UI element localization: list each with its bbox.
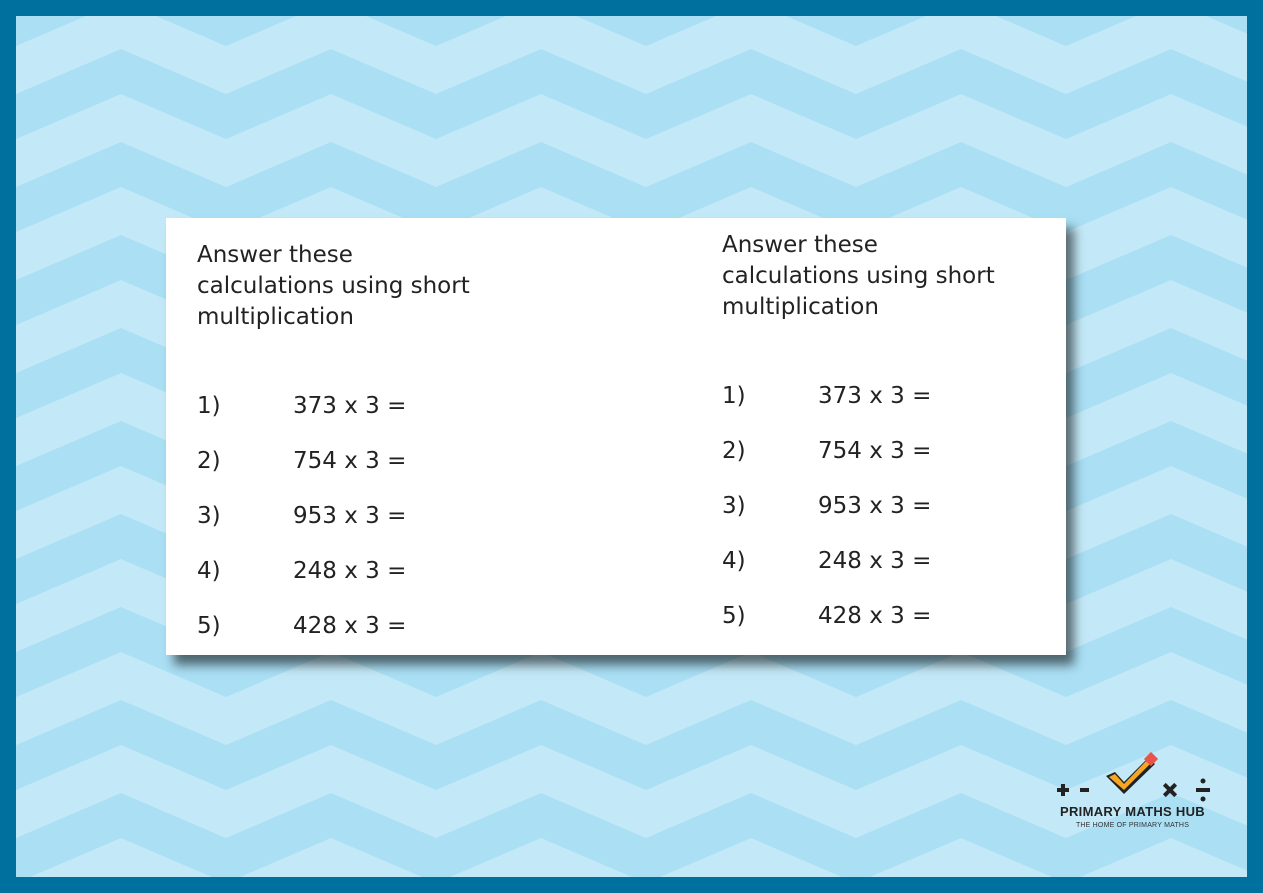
- zigzag-background: [16, 16, 1247, 877]
- question-expression: 248 x 3 =: [293, 558, 407, 584]
- plus-icon: [1057, 784, 1069, 796]
- question-number: 4): [197, 558, 221, 584]
- logo-brand-text: PRIMARY MATHS HUB: [1060, 804, 1205, 819]
- worksheet-column-right: [722, 230, 1062, 640]
- instruction-text: Answer these calculations using short multiplication: [722, 232, 995, 320]
- question-expression: 428 x 3 =: [818, 603, 932, 629]
- question-expression: 953 x 3 =: [818, 493, 932, 519]
- question-expression: 953 x 3 =: [293, 503, 407, 529]
- question-number: 3): [722, 493, 746, 519]
- times-icon: [1163, 783, 1177, 797]
- question-expression: 754 x 3 =: [818, 438, 932, 464]
- worksheet-column-left: [197, 240, 597, 650]
- question-number: 5): [722, 603, 746, 629]
- question-expression: 428 x 3 =: [293, 613, 407, 639]
- question-expression: 248 x 3 =: [818, 548, 932, 574]
- question-number: 1): [197, 393, 221, 419]
- worksheet-card: [166, 218, 1066, 655]
- primary-maths-hub-logo: [1040, 752, 1225, 832]
- question-number: 1): [722, 383, 746, 409]
- minus-icon: [1080, 788, 1089, 792]
- question-expression: 373 x 3 =: [818, 383, 932, 409]
- question-number: 2): [722, 438, 746, 464]
- checkmark-pencil-icon: [1106, 752, 1158, 794]
- question-expression: 754 x 3 =: [293, 448, 407, 474]
- logo-tagline: THE HOME OF PRIMARY MATHS: [1075, 822, 1190, 829]
- divide-icon: [1196, 779, 1210, 802]
- question-expression: 373 x 3 =: [293, 393, 407, 419]
- question-number: 2): [197, 448, 221, 474]
- question-number: 4): [722, 548, 746, 574]
- logo-symbols: [1040, 752, 1225, 802]
- question-number: 3): [197, 503, 221, 529]
- question-number: 5): [197, 613, 221, 639]
- instruction-text: Answer these calculations using short multiplication: [197, 242, 470, 330]
